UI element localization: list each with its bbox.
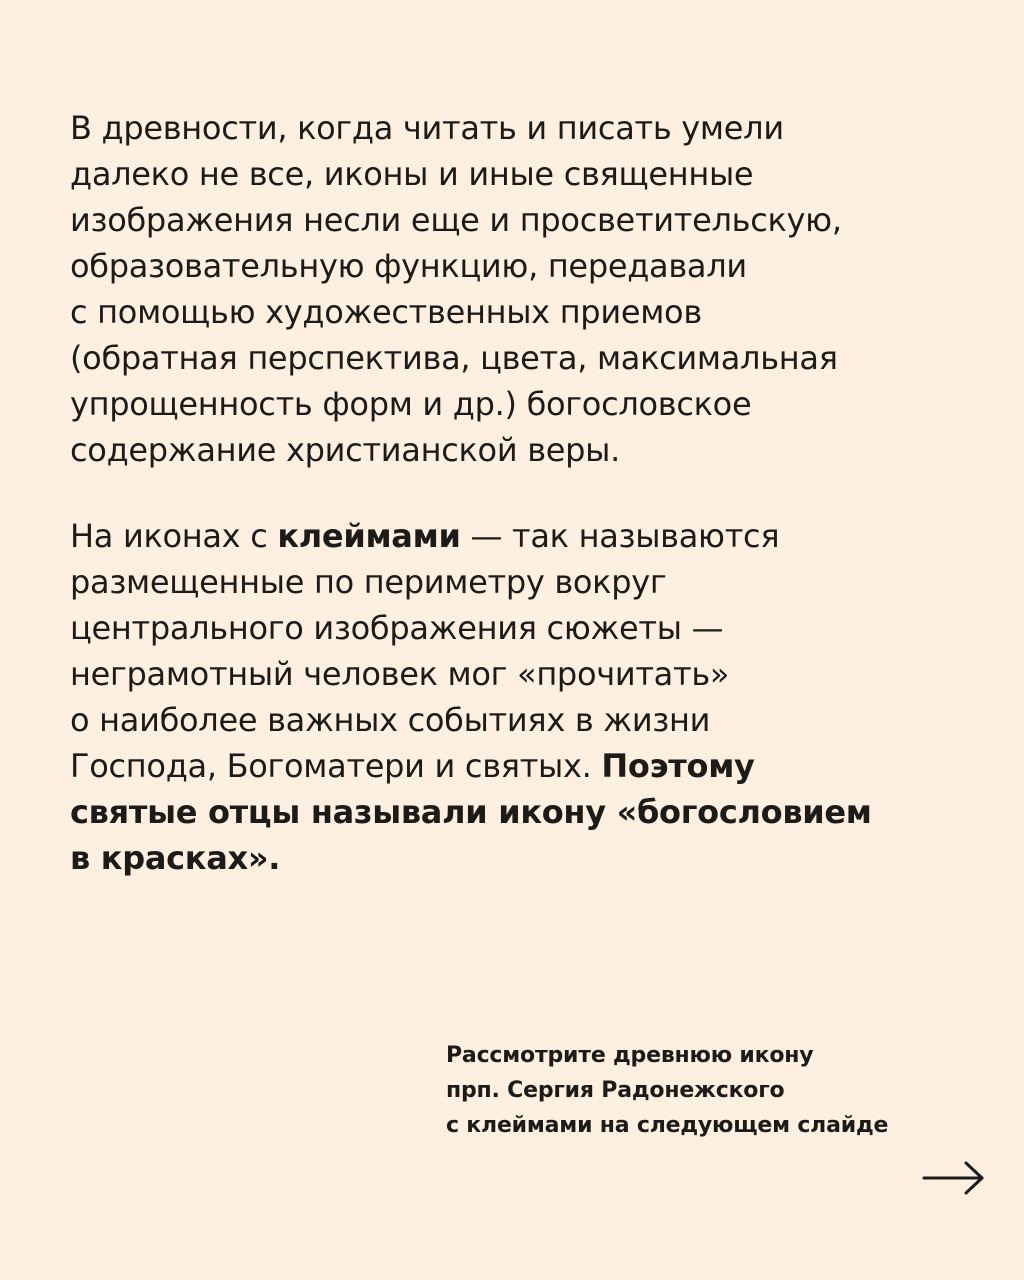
paragraph-2-bold-line: святые отцы называли икону «богословием <box>70 793 872 831</box>
paragraph-2-line: о наиболее важных событиях в жизни <box>70 701 711 739</box>
next-slide-note-line: Рассмотрите древнюю икону <box>446 1043 814 1068</box>
paragraph-2-bold-text: Поэтому <box>601 747 755 785</box>
main-text <box>70 105 990 881</box>
arrow-right-icon[interactable] <box>922 1158 986 1198</box>
paragraph-1-line: содержание христианской веры. <box>70 431 620 469</box>
paragraph-2-line: неграмотный человек мог «прочитать» <box>70 655 730 693</box>
paragraph-2-line <box>70 743 990 789</box>
paragraph-2-text: — так называются <box>460 517 780 555</box>
next-slide-note-line: с клеймами на следующем слайде <box>446 1113 889 1138</box>
paragraph-1-line: образовательную функцию, передавали <box>70 247 747 285</box>
paragraph-gap <box>70 473 990 513</box>
paragraph-1-line: изображения несли еще и просветительскую, <box>70 201 842 239</box>
paragraph-1-line: В древности, когда читать и писать умели <box>70 109 784 147</box>
paragraph-1-line: далеко не все, иконы и иные священные <box>70 155 754 193</box>
next-slide-note-line: прп. Сергия Радонежского <box>446 1078 785 1103</box>
paragraph-2-text: Господа, Богоматери и святых. <box>70 747 602 785</box>
paragraph-2-bold-line: в красках». <box>70 839 281 877</box>
paragraph-2-bold-term: клеймами <box>277 517 461 555</box>
paragraph-2-text: На иконах с <box>70 517 278 555</box>
paragraph-1-line: (обратная перспектива, цвета, максимальная <box>70 339 838 377</box>
paragraph-2-line <box>70 513 990 559</box>
paragraph-2-line: размещенные по периметру вокруг <box>70 563 667 601</box>
paragraph-2-line: центрального изображения сюжеты — <box>70 609 724 647</box>
paragraph-1-line: с помощью художественных приемов <box>70 293 702 331</box>
next-slide-note <box>446 1038 1006 1143</box>
paragraph-1-line: упрощенность форм и др.) богословское <box>70 385 752 423</box>
